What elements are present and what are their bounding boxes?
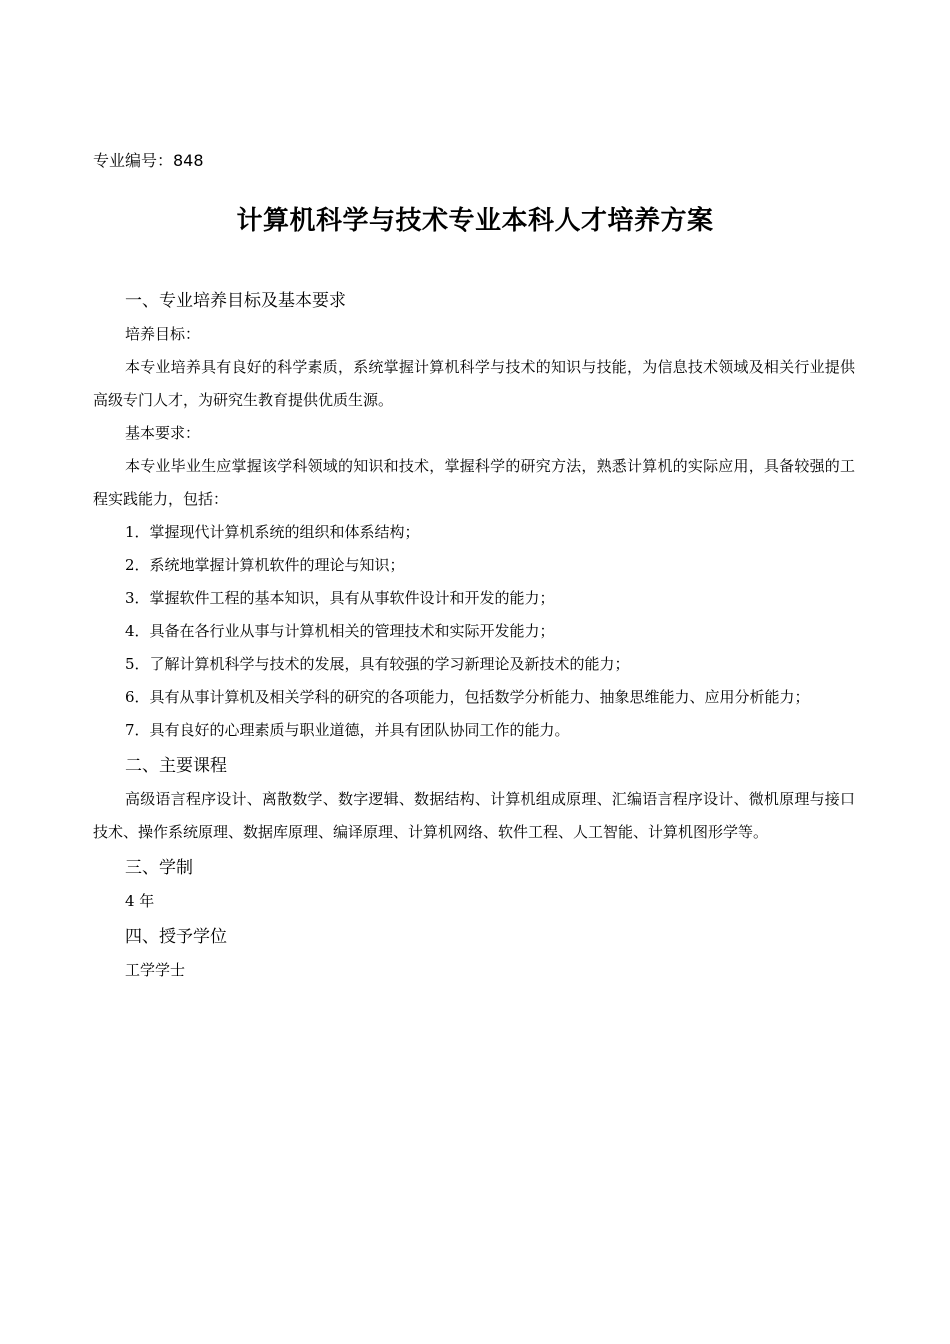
goal-text: 本专业培养具有良好的科学素质，系统掌握计算机科学与技术的知识与技能，为信息技术领域及相关行业提供高级专门人才，为研究生教育提供优质生源。 bbox=[93, 358, 855, 409]
requirement-item: 3．掌握软件工程的基本知识，具有从事软件设计和开发的能力； bbox=[125, 589, 555, 607]
section-heading-goals: 一、专业培养目标及基本要求 bbox=[125, 291, 346, 311]
section-heading-duration: 三、学制 bbox=[125, 858, 193, 878]
goal-label: 培养目标： bbox=[125, 325, 201, 343]
section-heading-courses: 二、主要课程 bbox=[125, 756, 227, 776]
requirement-label: 基本要求： bbox=[125, 424, 201, 442]
requirement-item: 6．具有从事计算机及相关学科的研究的各项能力，包括数学分析能力、抽象思维能力、应用分析能力； bbox=[125, 688, 810, 706]
requirement-item: 2．系统地掌握计算机软件的理论与知识； bbox=[125, 556, 405, 574]
degree-text: 工学学士 bbox=[125, 961, 186, 979]
requirement-item: 1．掌握现代计算机系统的组织和体系结构； bbox=[125, 523, 420, 541]
duration-text: 4 年 bbox=[125, 892, 155, 910]
document-body bbox=[93, 290, 855, 987]
major-number: 专业编号：848 bbox=[93, 151, 204, 170]
document-title: 计算机科学与技术专业本科人才培养方案 bbox=[236, 206, 714, 236]
requirement-item: 5．了解计算机科学与技术的发展，具有较强的学习新理论及新技术的能力； bbox=[125, 655, 630, 673]
requirement-item: 4．具备在各行业从事与计算机相关的管理技术和实际开发能力； bbox=[125, 622, 555, 640]
section-heading-degree: 四、授予学位 bbox=[125, 927, 227, 947]
requirement-item: 7．具有良好的心理素质与职业道德，并具有团队协同工作的能力。 bbox=[125, 721, 570, 739]
requirement-text: 本专业毕业生应掌握该学科领域的知识和技术，掌握科学的研究方法，熟悉计算机的实际应用，具备较强的工程实践能力，包括： bbox=[93, 457, 855, 508]
courses-text: 高级语言程序设计、离散数学、数字逻辑、数据结构、计算机组成原理、汇编语言程序设计、微机原理与接口技术、操作系统原理、数据库原理、编译原理、计算机网络、软件工程、人工智能、计算机图形学等。 bbox=[93, 790, 855, 841]
